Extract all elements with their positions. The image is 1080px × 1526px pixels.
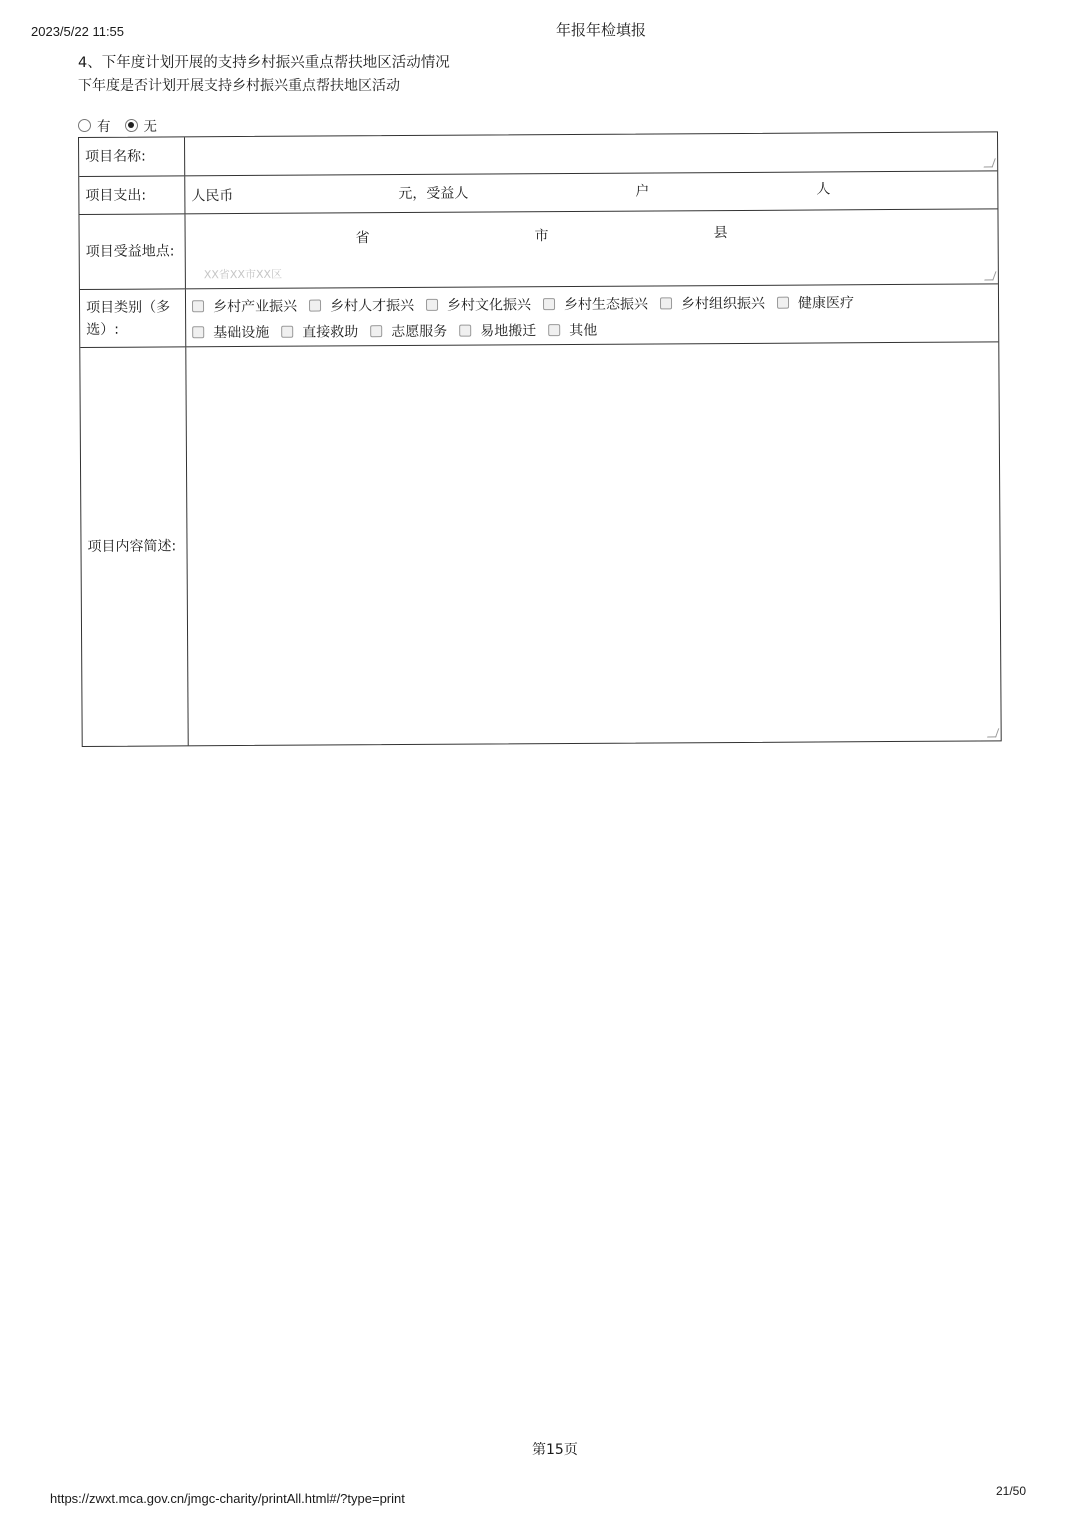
category-option[interactable]: 乡村人才振兴 bbox=[309, 295, 414, 316]
checkbox[interactable] bbox=[543, 298, 555, 310]
project-name-label: 项目名称: bbox=[79, 137, 185, 176]
households-unit: 户 bbox=[635, 183, 650, 200]
yuan-beneficiary-label: 元，受益人 bbox=[398, 185, 469, 203]
description-label: 项目内容简述: bbox=[80, 347, 188, 746]
checkbox[interactable] bbox=[660, 297, 672, 309]
city-unit: 市 bbox=[534, 228, 549, 245]
description-textarea[interactable] bbox=[186, 342, 1000, 745]
page-number: 第15页 bbox=[532, 1442, 578, 1458]
project-name-input[interactable] bbox=[185, 132, 997, 175]
persons-input[interactable] bbox=[665, 176, 815, 203]
sheet-counter: 21/50 bbox=[996, 1484, 1027, 1498]
description-row bbox=[80, 342, 1000, 746]
county-unit: 县 bbox=[713, 225, 728, 242]
page-url: https://zwxt.mca.gov.cn/jmgc-charity/printAll.html#/?type=print bbox=[50, 1491, 405, 1506]
category-option[interactable]: 乡村产业振兴 bbox=[192, 296, 297, 317]
page-title: 年报年检填报 bbox=[556, 21, 647, 39]
location-cell bbox=[185, 209, 997, 288]
checkbox[interactable] bbox=[548, 324, 560, 336]
category-cell bbox=[186, 284, 998, 346]
activity-radio-group bbox=[78, 115, 171, 135]
category-option[interactable]: 直接救助 bbox=[281, 321, 358, 341]
expense-amount-input[interactable] bbox=[245, 179, 395, 206]
category-option[interactable]: 易地搬迁 bbox=[459, 320, 536, 340]
checkbox[interactable] bbox=[192, 300, 204, 312]
category-row bbox=[80, 284, 998, 348]
category-options-row-2 bbox=[192, 314, 992, 345]
checkbox[interactable] bbox=[777, 297, 789, 309]
category-option[interactable]: 基础设施 bbox=[192, 322, 269, 342]
expense-row bbox=[79, 171, 997, 215]
section-title: 4、下年度计划开展的支持乡村振兴重点帮扶地区活动情况 bbox=[78, 55, 450, 71]
activity-form-table bbox=[78, 131, 1002, 747]
checkbox[interactable] bbox=[192, 326, 204, 338]
persons-unit: 人 bbox=[816, 181, 831, 198]
province-unit: 省 bbox=[355, 230, 370, 247]
address-input[interactable]: XX省XX市XX区 bbox=[203, 267, 283, 282]
checkbox[interactable] bbox=[281, 326, 293, 338]
resize-handle-icon[interactable] bbox=[987, 728, 999, 737]
expense-label: 项目支出: bbox=[79, 176, 185, 214]
location-label: 项目受益地点: bbox=[79, 214, 185, 289]
checkbox[interactable] bbox=[309, 300, 321, 312]
category-option[interactable]: 乡村文化振兴 bbox=[426, 294, 531, 315]
resize-handle-icon[interactable] bbox=[984, 158, 996, 167]
location-row bbox=[79, 209, 997, 290]
radio-yes-label: 有 bbox=[97, 119, 111, 135]
checkbox[interactable] bbox=[459, 325, 471, 337]
resize-handle-icon[interactable] bbox=[984, 271, 996, 280]
category-option[interactable]: 乡村生态振兴 bbox=[543, 294, 648, 315]
category-option[interactable]: 其他 bbox=[548, 320, 597, 340]
households-input[interactable] bbox=[485, 178, 630, 205]
radio-no-label: 无 bbox=[143, 119, 157, 135]
checkbox[interactable] bbox=[370, 325, 382, 337]
radio-no[interactable] bbox=[125, 119, 138, 132]
print-datetime: 2023/5/22 11:55 bbox=[31, 24, 125, 39]
expense-cell bbox=[185, 171, 997, 213]
category-label: 项目类别（多选）: bbox=[80, 289, 186, 347]
checkbox[interactable] bbox=[426, 299, 438, 311]
radio-yes[interactable] bbox=[78, 119, 91, 132]
category-option[interactable]: 乡村组织振兴 bbox=[660, 293, 765, 314]
category-option[interactable]: 健康医疗 bbox=[777, 292, 854, 312]
category-option[interactable]: 志愿服务 bbox=[370, 321, 447, 341]
question-text: 下年度是否计划开展支持乡村振兴重点帮扶地区活动 bbox=[78, 78, 400, 94]
project-name-row bbox=[79, 132, 997, 177]
currency-label: 人民币 bbox=[191, 188, 234, 205]
